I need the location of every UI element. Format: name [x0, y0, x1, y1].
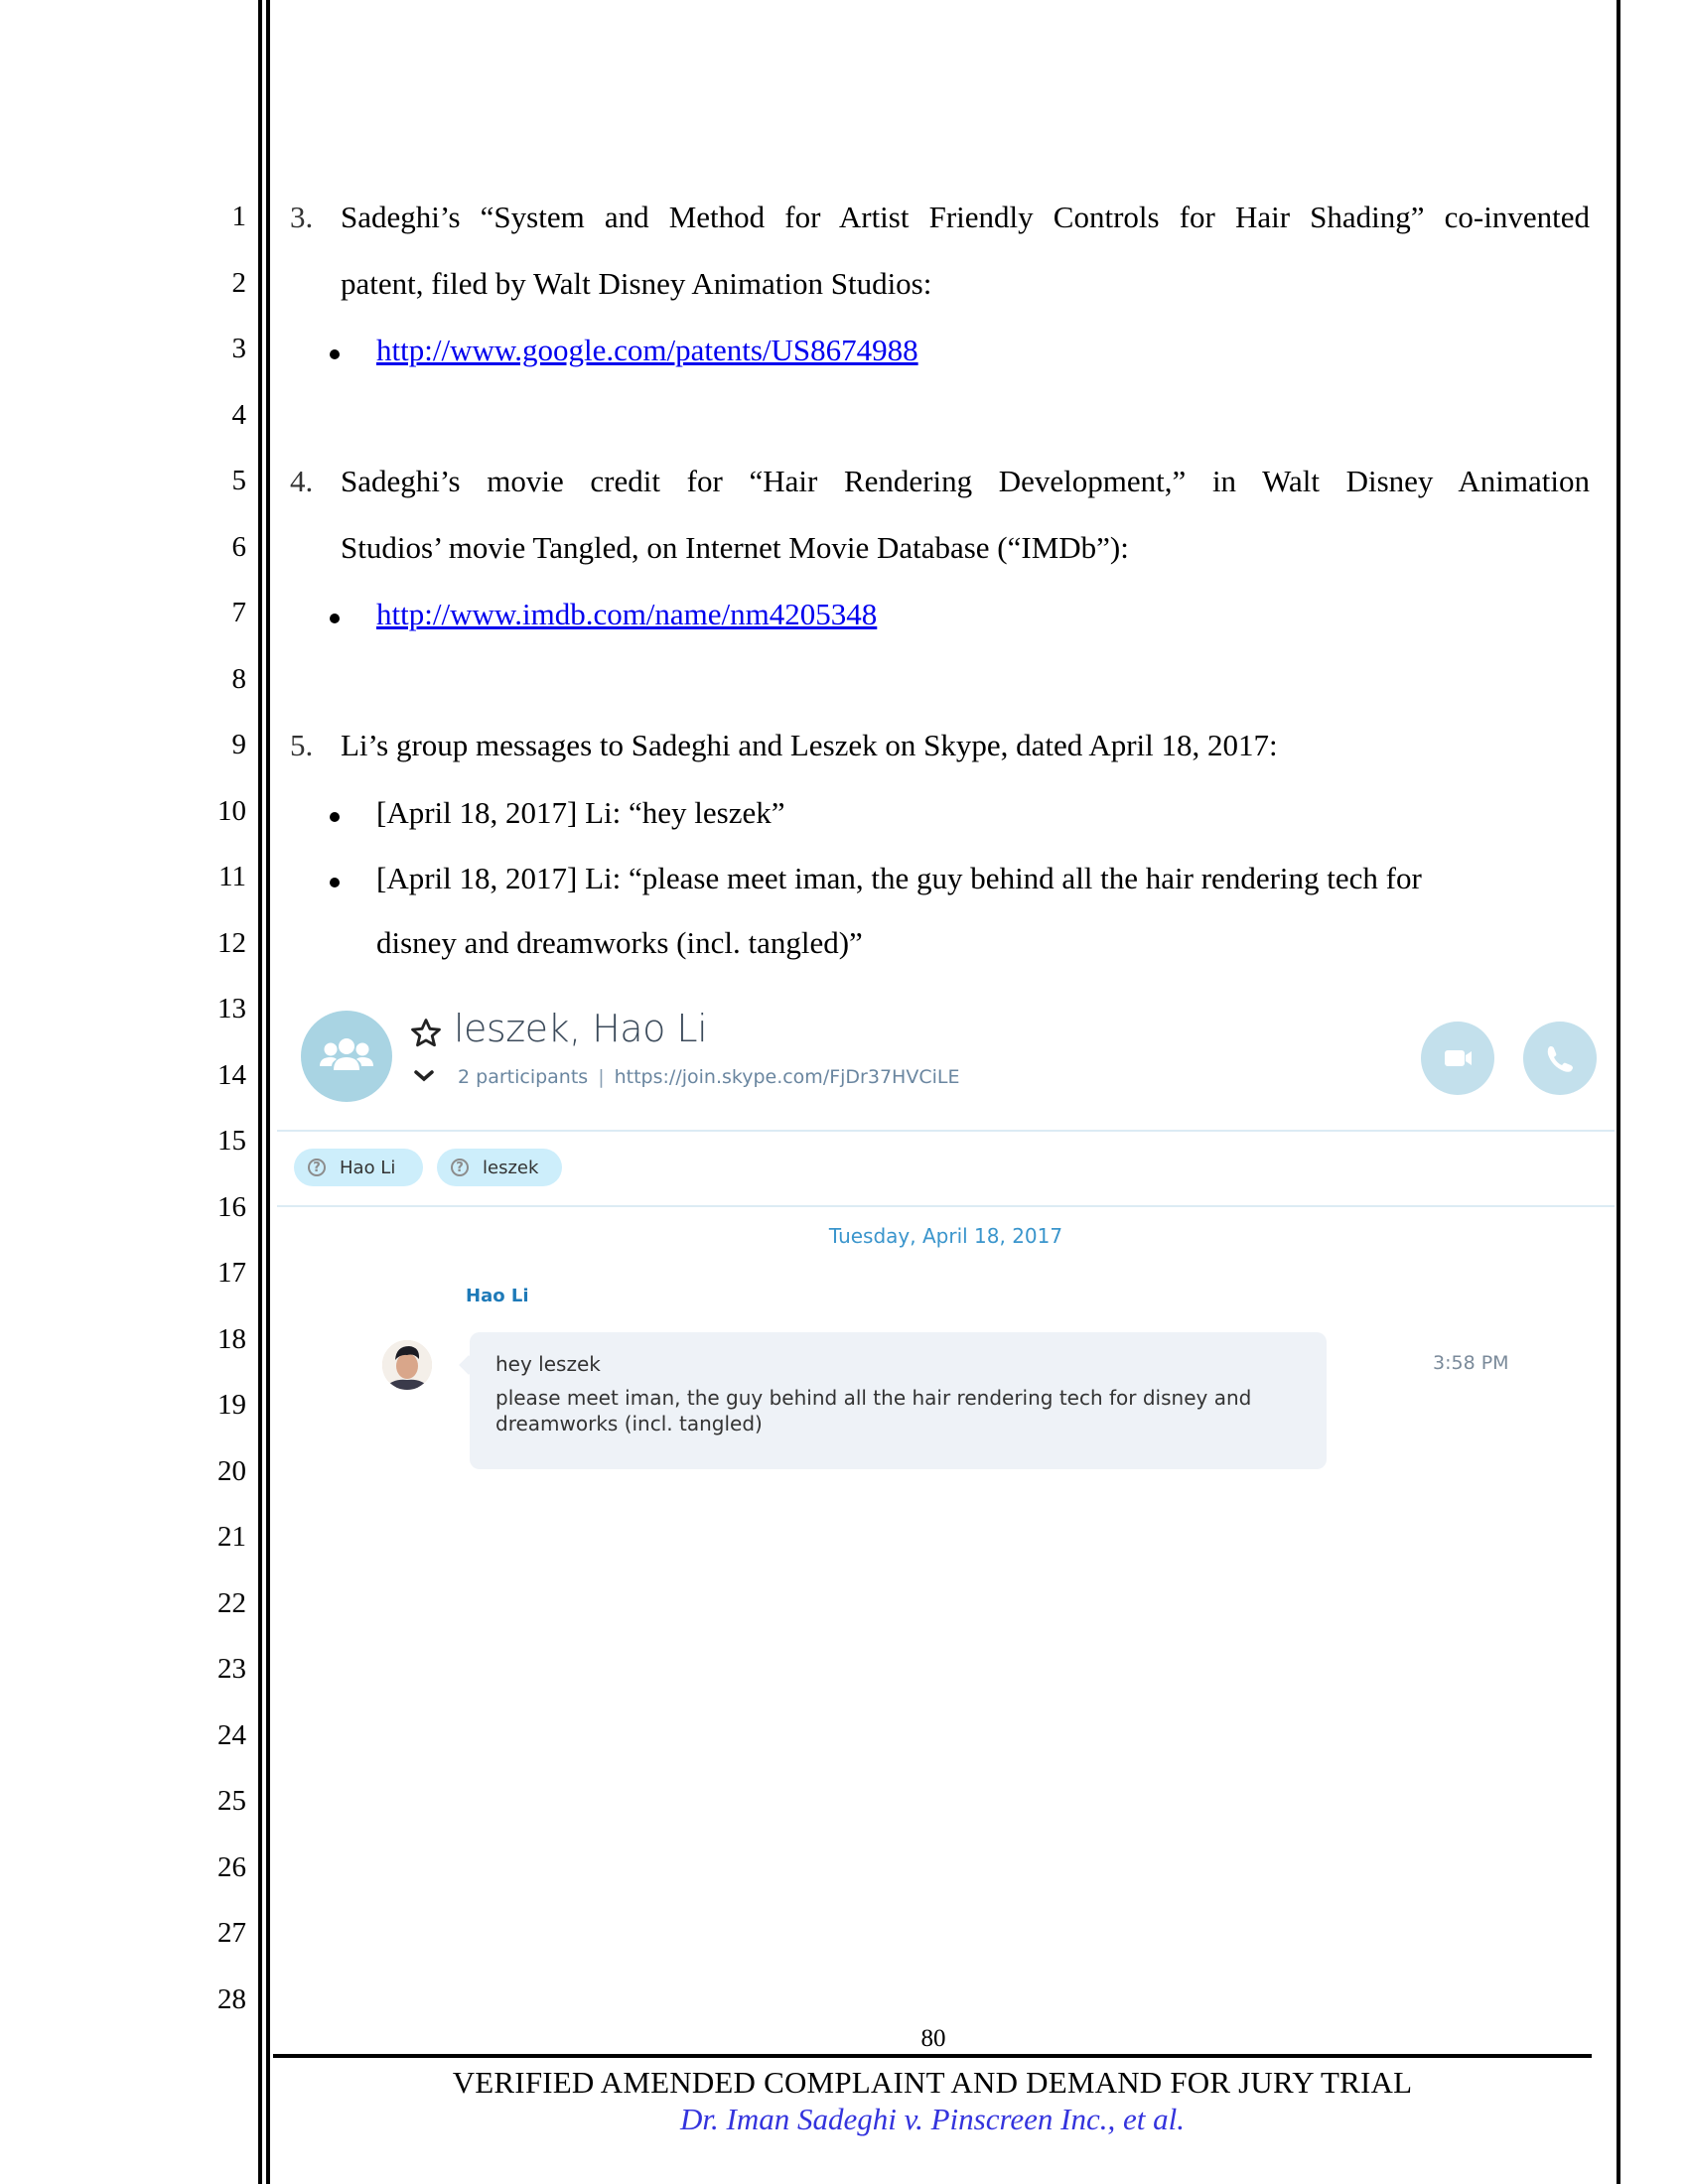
line-number: 16 [217, 1191, 246, 1223]
line-number: 9 [231, 729, 246, 760]
sender-avatar[interactable] [382, 1340, 432, 1390]
participant-name: Hao Li [340, 1157, 396, 1178]
participant-name: leszek [483, 1157, 539, 1178]
group-avatar-icon [301, 1011, 392, 1102]
message-text: please meet iman, the guy behind all the hair rendering tech for disney and [495, 1386, 1252, 1410]
chevron-down-icon[interactable] [413, 1068, 435, 1084]
line-number: 4 [231, 399, 246, 431]
message-text: hey leszek [495, 1352, 601, 1376]
line-number: 23 [217, 1653, 246, 1685]
line-number: 1 [231, 201, 246, 232]
audio-call-icon [1523, 1022, 1597, 1095]
footer-rule [273, 2054, 1592, 2058]
join-link[interactable]: https://join.skype.com/FjDr37HVCiLE [614, 1066, 960, 1088]
audio-call-button[interactable] [1523, 1022, 1597, 1095]
line-number: 19 [217, 1389, 246, 1421]
line-number: 5 [231, 465, 246, 496]
video-call-button[interactable] [1421, 1022, 1494, 1095]
conversation-title: leszek, Hao Li [454, 1007, 708, 1050]
bullet-icon [330, 349, 340, 359]
item-number: 4. [290, 464, 314, 498]
participant-pill-hao-li[interactable] [294, 1149, 423, 1186]
line-number: 6 [231, 531, 246, 563]
quoted-message-continuation: disney and dreamworks (incl. tangled)” [376, 925, 863, 960]
item-number: 5. [290, 728, 314, 762]
line-number: 10 [217, 795, 246, 827]
line-number: 14 [217, 1059, 246, 1091]
imdb-link[interactable]: http://www.imdb.com/name/nm4205348 [376, 597, 878, 631]
item-text-line: Li’s group messages to Sadeghi and Leszek on Skype, dated April 18, 2017: [341, 728, 1278, 762]
margin-rule-left-inner [266, 0, 270, 2184]
line-number: 7 [231, 597, 246, 628]
line-number: 2 [231, 267, 246, 299]
line-number: 12 [217, 927, 246, 959]
item-text-line: patent, filed by Walt Disney Animation Studios: [341, 266, 932, 301]
line-number: 15 [217, 1125, 246, 1157]
line-number: 8 [231, 663, 246, 695]
line-number: 25 [217, 1785, 246, 1817]
star-icon[interactable] [409, 1017, 443, 1050]
bullet-icon [330, 812, 340, 822]
margin-rule-right [1617, 0, 1620, 2184]
bullet-icon [330, 614, 340, 623]
message-text: dreamworks (incl. tangled) [495, 1412, 763, 1435]
footer-case-caption: Dr. Iman Sadeghi v. Pinscreen Inc., et al. [680, 2102, 1185, 2136]
pills-divider [277, 1205, 1615, 1207]
separator: | [598, 1066, 605, 1088]
line-number: 28 [217, 1983, 246, 2015]
line-number: 3 [231, 333, 246, 364]
participant-pill-leszek[interactable] [437, 1149, 562, 1186]
video-call-icon [1421, 1022, 1494, 1095]
quoted-message: [April 18, 2017] Li: “hey leszek” [376, 795, 785, 830]
line-number: 24 [217, 1719, 246, 1751]
help-icon: ? [451, 1159, 469, 1176]
line-number: 17 [217, 1257, 246, 1289]
message-timestamp: 3:58 PM [1433, 1352, 1509, 1374]
help-icon: ? [308, 1159, 326, 1176]
item-text-line: Studios’ movie Tangled, on Internet Movie Database (“IMDb”): [341, 530, 1129, 565]
quoted-message: [April 18, 2017] Li: “please meet iman, the guy behind all the hair rendering tech for [376, 861, 1422, 895]
line-number: 26 [217, 1851, 246, 1883]
margin-rule-left-outer [258, 0, 262, 2184]
footer-document-title: VERIFIED AMENDED COMPLAINT AND DEMAND FOR JURY TRIAL [452, 2065, 1413, 2100]
sender-name: Hao Li [466, 1286, 529, 1306]
line-number: 11 [218, 861, 246, 892]
participants-count[interactable]: 2 participants [458, 1066, 589, 1088]
line-number: 27 [217, 1917, 246, 1949]
page-number: 80 [920, 2025, 946, 2052]
conversation-subtitle [458, 1066, 959, 1088]
item-text-line: Sadeghi’s “System and Method for Artist Friendly Controls for Hair Shading” co-invented [341, 200, 1590, 234]
line-number: 13 [217, 993, 246, 1024]
header-divider [277, 1130, 1615, 1132]
item-number: 3. [290, 200, 314, 234]
patent-link[interactable]: http://www.google.com/patents/US8674988 [376, 333, 918, 367]
line-number: 20 [217, 1455, 246, 1487]
date-separator: Tuesday, April 18, 2017 [828, 1224, 1063, 1248]
line-number: 21 [217, 1521, 246, 1553]
skype-conversation-screenshot [277, 993, 1615, 1489]
line-number: 18 [217, 1323, 246, 1355]
item-text-line: Sadeghi’s movie credit for “Hair Rendering Development,” in Walt Disney Animation [341, 464, 1590, 498]
bullet-icon [330, 878, 340, 887]
line-number: 22 [217, 1587, 246, 1619]
